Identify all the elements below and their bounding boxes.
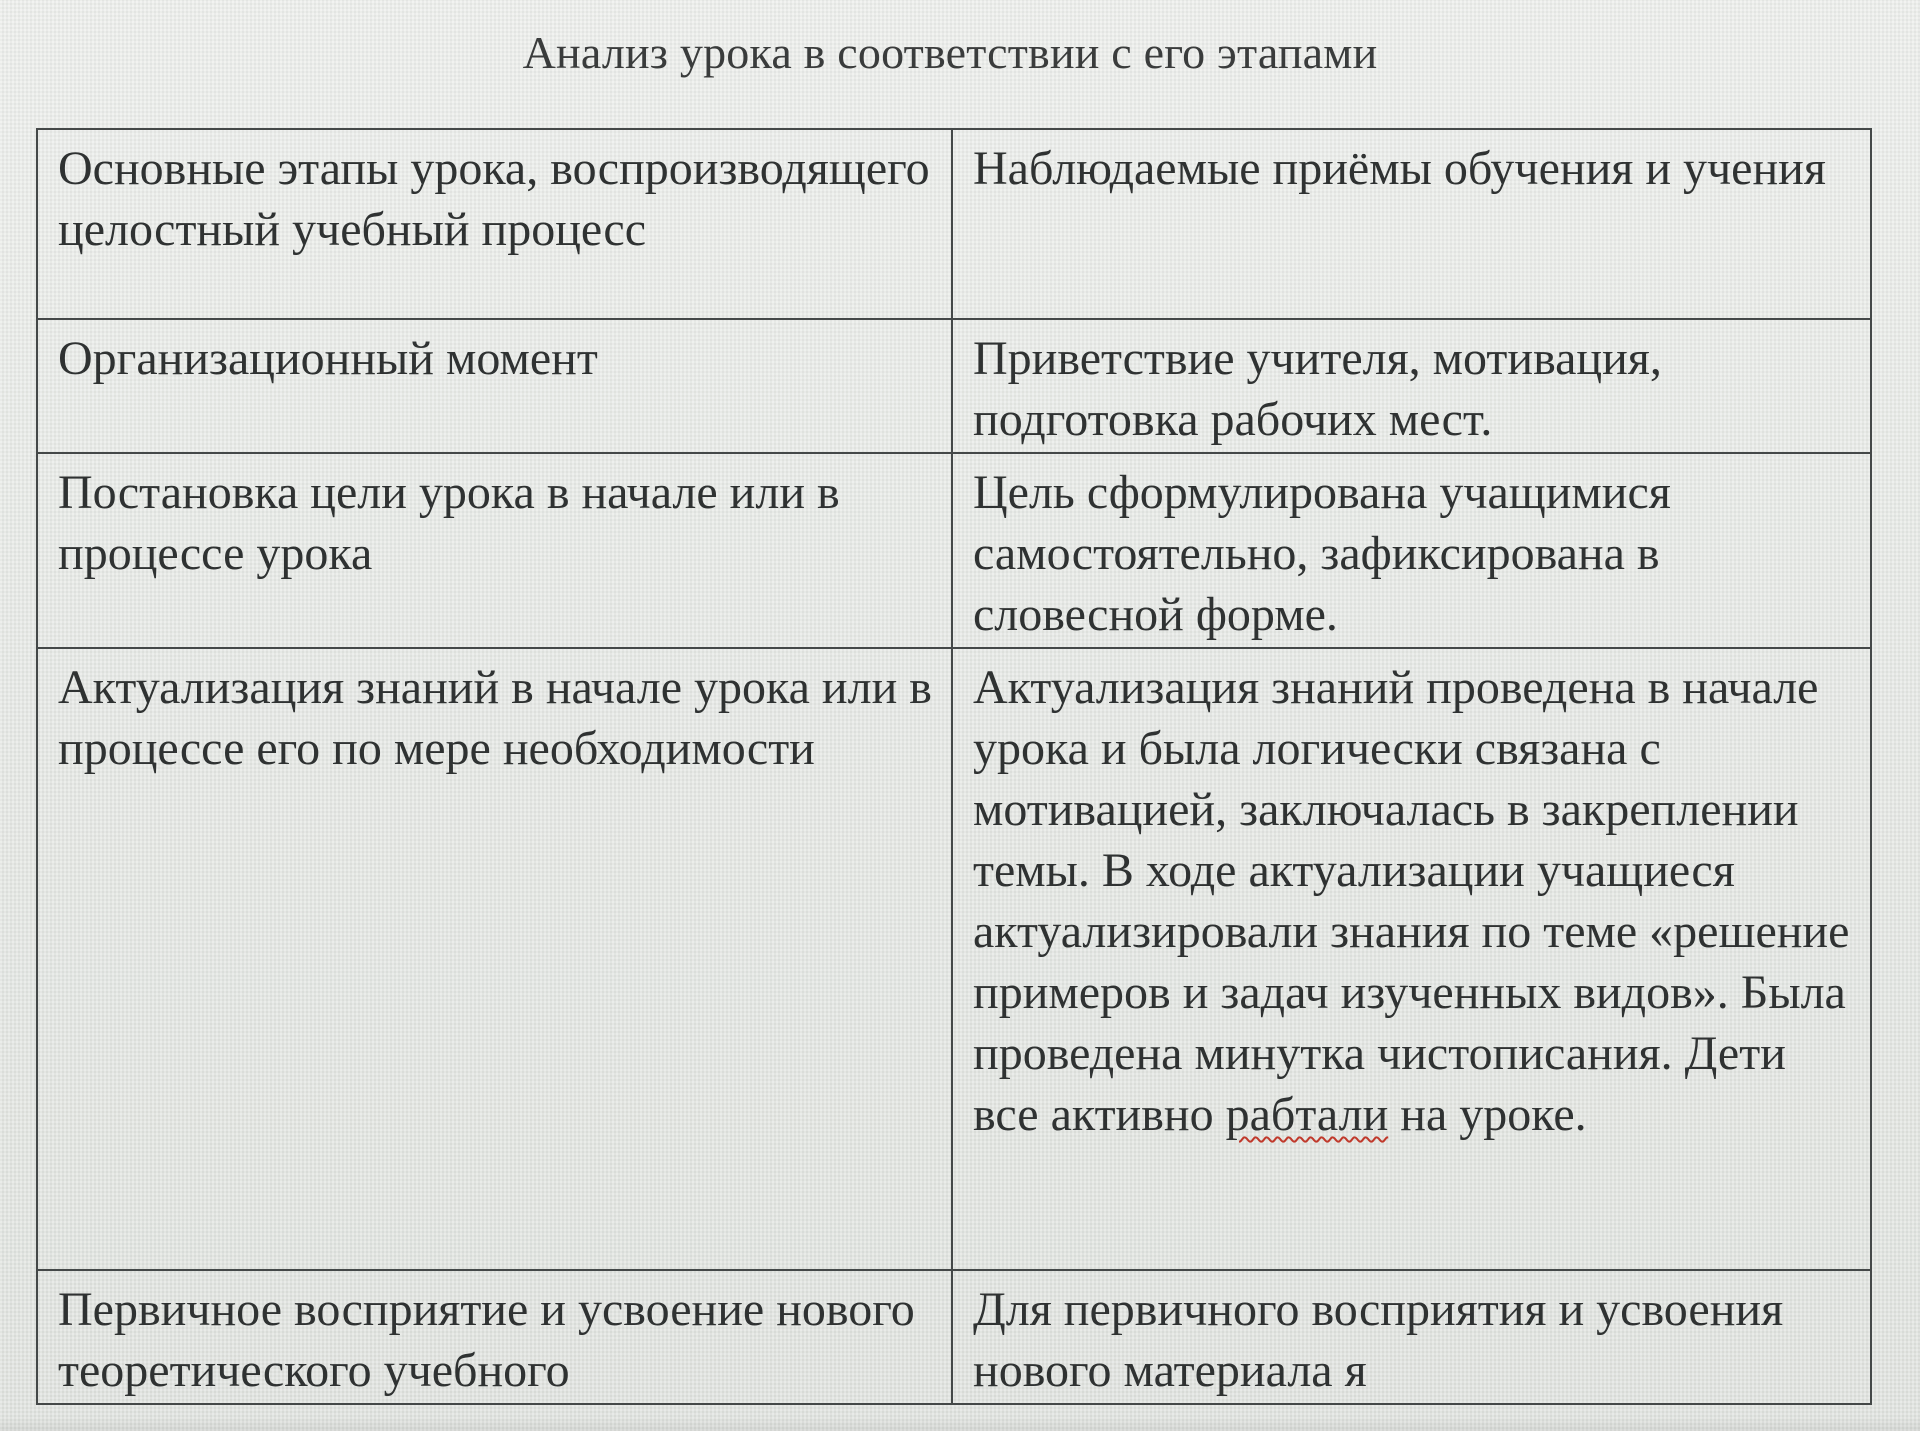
document-title: Анализ урока в соответствии с его этапами (522, 27, 1378, 78)
observation-text-end: на уроке. (1388, 1088, 1587, 1141)
misspelled-word: рабтали (1225, 1088, 1389, 1141)
header-cell-stages: Основные этапы урока, воспроизводящего целостный учебный процесс (37, 129, 952, 319)
table-row (37, 1270, 1871, 1404)
observation-cell: Приветствие учителя, мотивация, подготовка рабочих мест. (952, 319, 1871, 453)
observation-cell (952, 648, 1871, 1270)
table-header-row (37, 129, 1871, 319)
stage-cell: Актуализация знаний в начале урока или в процессе его по мере необходимости (37, 648, 952, 1270)
observation-cell: Для первичного восприятия и усвоения нового материала я (952, 1270, 1871, 1404)
table-row (37, 648, 1871, 1270)
stage-cell: Постановка цели урока в начале или в процессе урока (37, 453, 952, 648)
table-row (37, 319, 1871, 453)
observation-cell: Цель сформулирована учащимися самостоятельно, зафиксирована в словесной форме. (952, 453, 1871, 648)
table-row (37, 453, 1871, 648)
observation-text: Актуализация знаний проведена в начале урока и была логически связана с мотивацией, заключалась в закреплении темы. В ходе актуализации учащиеся актуализировали знания по теме «решение примеров и задач изученных видов». Была проведена минутка чистописания. Дети все активно (973, 661, 1850, 1141)
header-cell-methods: Наблюдаемые приёмы обучения и учения (952, 129, 1871, 319)
lesson-analysis-table (36, 128, 1872, 1405)
stage-cell: Организационный момент (37, 319, 952, 453)
screen-bottom-edge (0, 1417, 1920, 1431)
stage-cell: Первичное восприятие и усвоение нового теоретического учебного (37, 1270, 952, 1404)
